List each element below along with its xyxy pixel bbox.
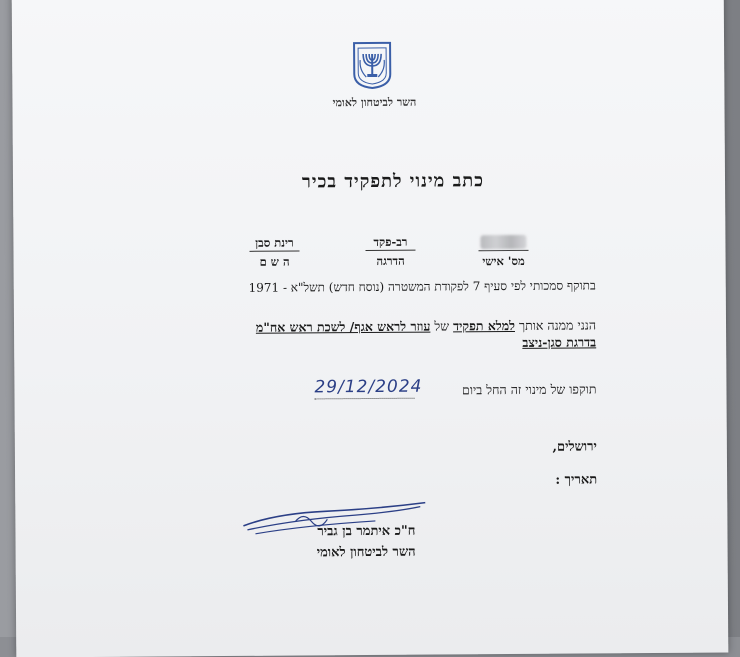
appointment-of: של — [434, 318, 449, 333]
appointment-letter — [12, 0, 729, 657]
place-text: ירושלים, — [485, 438, 597, 455]
appointment-prefix: הנני ממנה אותך — [519, 317, 596, 333]
ministry-header: השר לביטחון לאומי — [324, 96, 424, 110]
name-field — [229, 235, 319, 269]
appointment-grade: בדרגת סגן-ניצב — [344, 334, 596, 352]
date-label: תאריך : — [485, 471, 597, 488]
name-caption: ה ש ם — [230, 254, 320, 269]
date-dotted-line — [315, 398, 415, 400]
personal-id-caption: מס' אישי — [469, 254, 539, 268]
rank-caption: הדרגה — [356, 254, 426, 268]
rank-field — [355, 235, 425, 268]
handwritten-date: 29/12/2024 — [314, 377, 422, 398]
state-emblem-icon — [350, 40, 394, 90]
signer-title: השר לביטחון לאומי — [246, 544, 416, 561]
redaction-blur — [480, 235, 526, 249]
appointment-line — [186, 317, 596, 336]
personal-id-value-redacted — [478, 234, 528, 251]
signer-name: ח"כ איתמר בן גביר — [245, 523, 415, 540]
appointment-fill-role: למלא תפקיד — [453, 318, 515, 333]
name-value: רינת סבן — [249, 235, 299, 251]
appointment-role: עוזר לראש אגף/ לשכת ראש אח"מ — [256, 319, 431, 335]
personal-id-field — [468, 234, 538, 268]
validity-label: תוקפו של מינוי זה החל ביום — [414, 381, 596, 398]
document-title: כתב מינוי לתפקיד בכיר — [273, 170, 513, 193]
rank-value: רב-פקד — [365, 235, 415, 251]
authority-clause: בתוקף סמכותי לפי סעיף 7 לפקודת המשטרה (נוסח חדש) תשל"א - 1971 — [184, 278, 596, 296]
